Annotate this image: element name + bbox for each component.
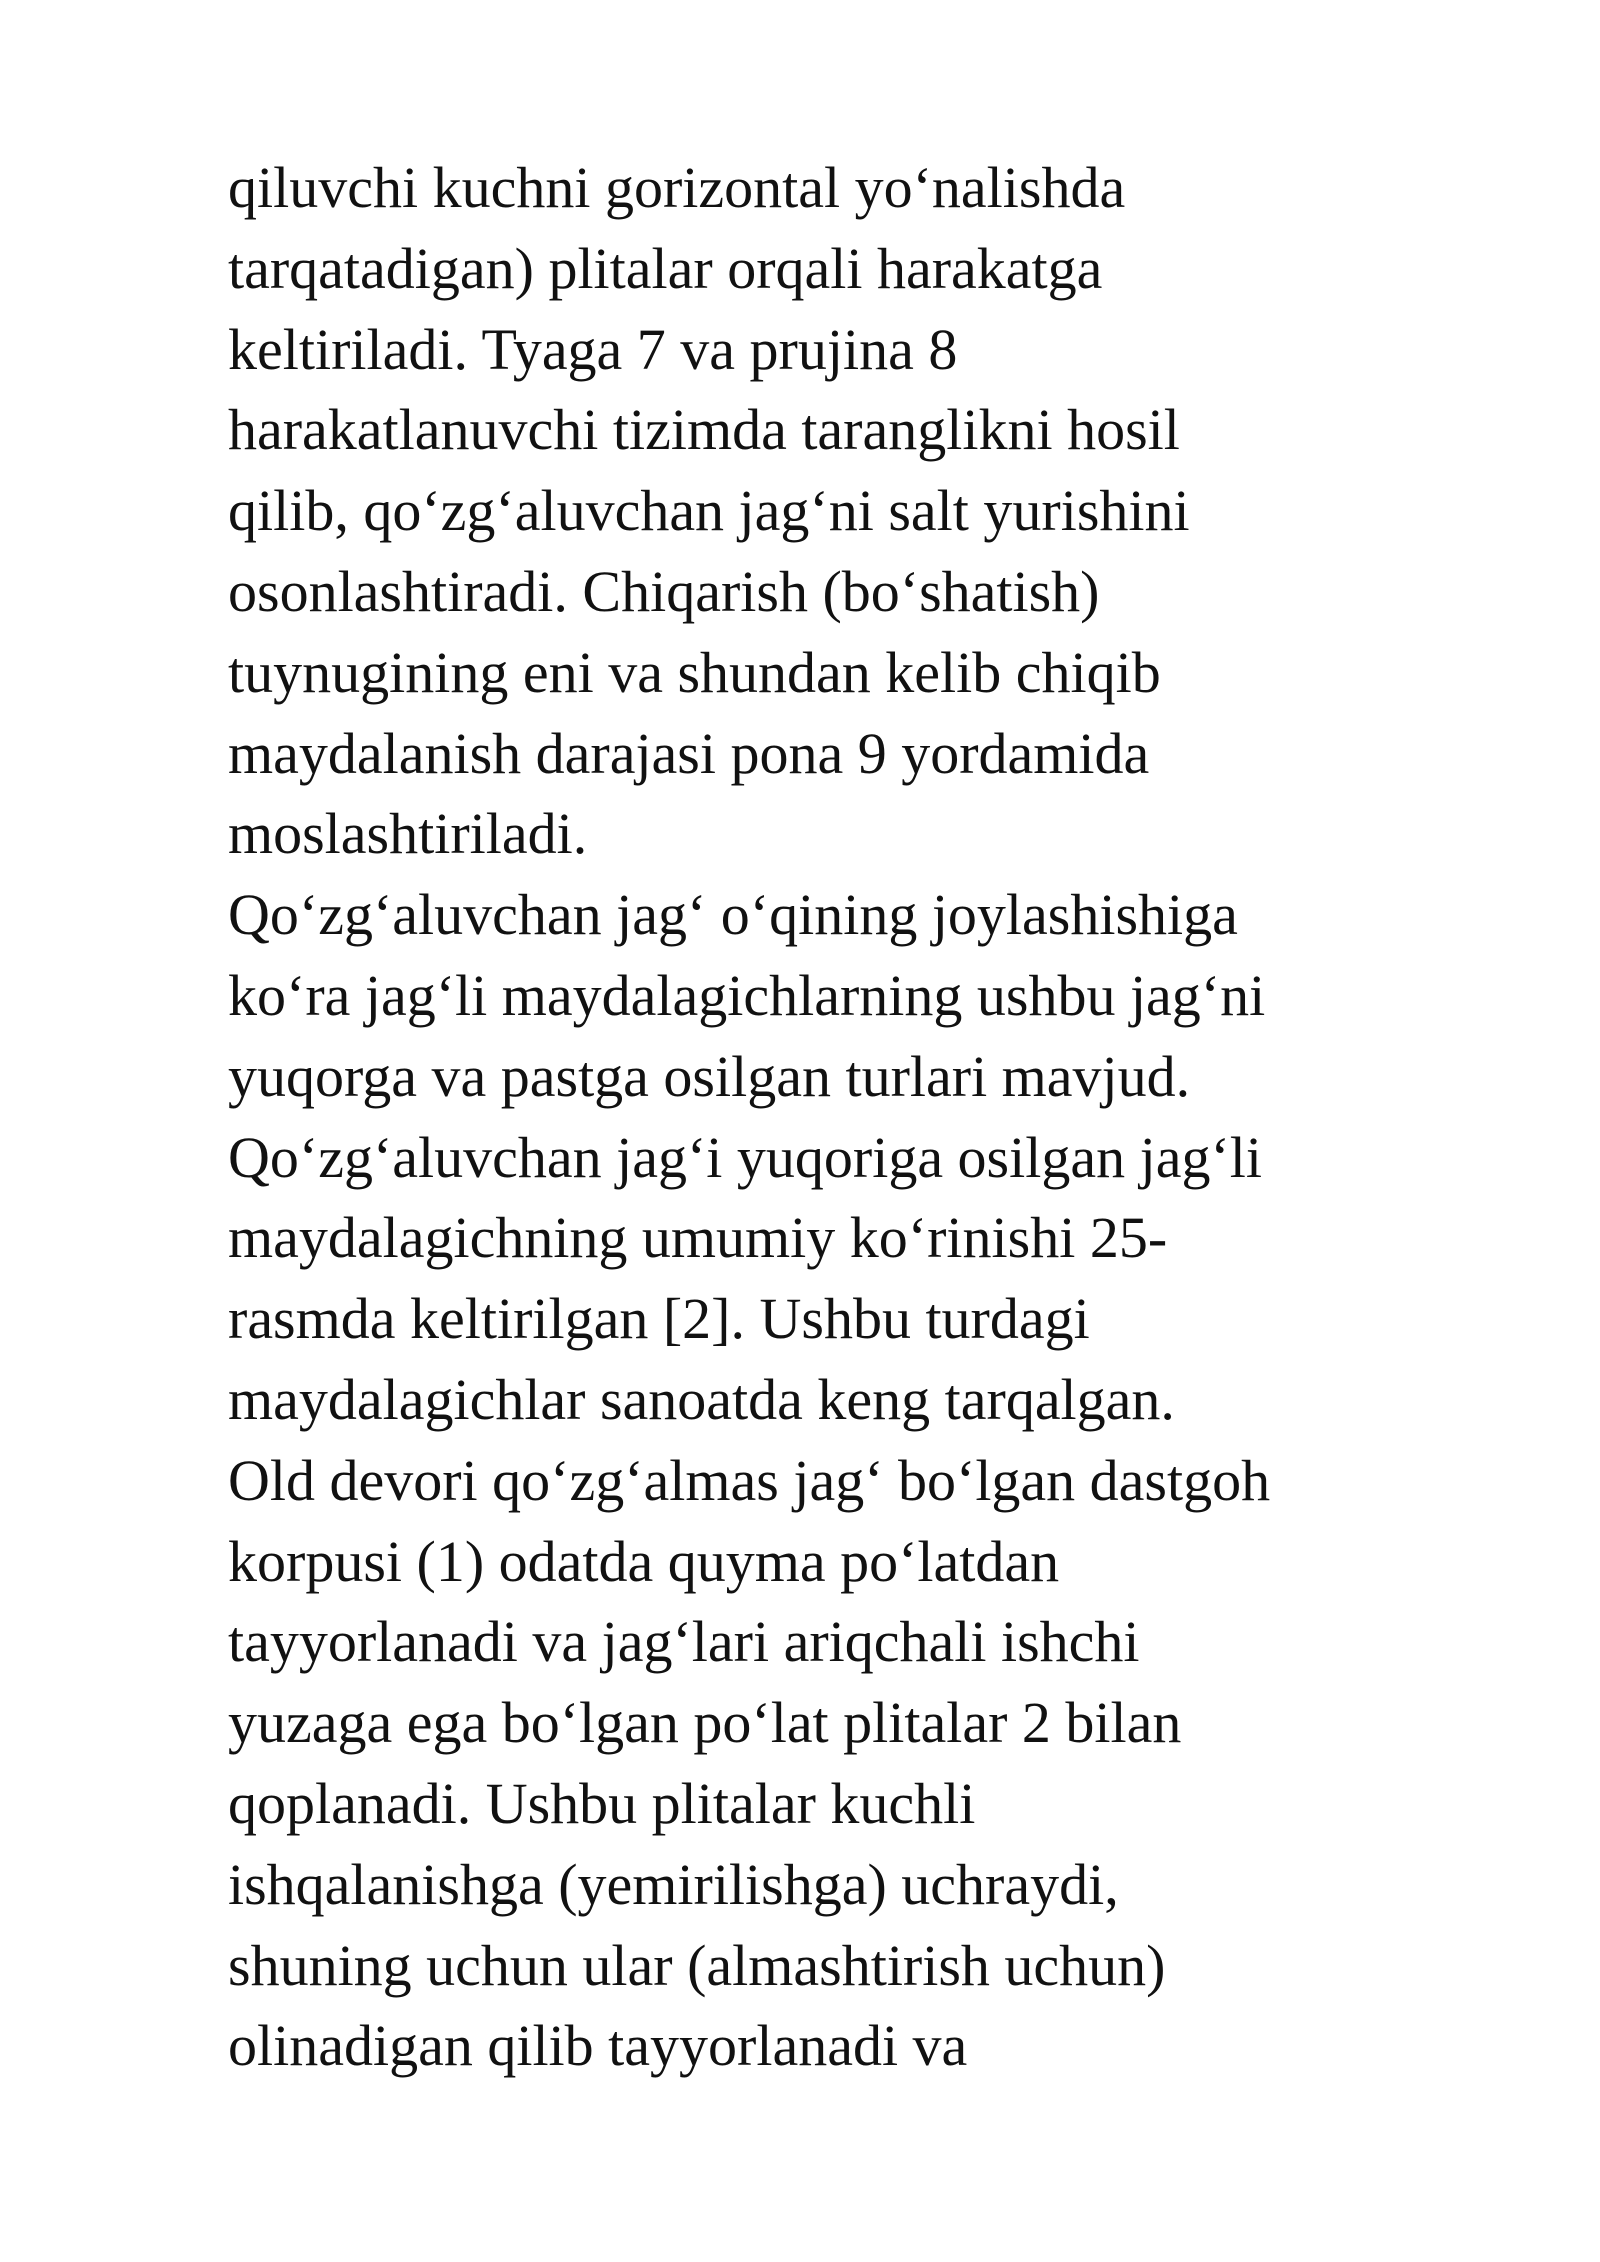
text-line: Qo‘zg‘aluvchan jag‘i yuqoriga osilgan jag‘li (228, 1124, 1263, 1190)
text-line: yuqorga va pastga osilgan turlari mavjud. (228, 1043, 1191, 1109)
text-line: tuynugining eni va shundan kelib chiqib (228, 639, 1161, 705)
text-line: shuning uchun ular (almashtirish uchun) (228, 1932, 1166, 1998)
text-line: keltiriladi. Tyaga 7 va prujina 8 (228, 316, 958, 382)
text-line: ko‘ra jag‘li maydalagichlarning ushbu jag‘ni (228, 962, 1266, 1028)
text-line: tayyorlanadi va jag‘lari ariqchali ishchi (228, 1609, 1140, 1675)
text-line: korpusi (1) odatda quyma po‘latdan (228, 1528, 1060, 1594)
text-line: yuzaga ega bo‘lgan po‘lat plitalar 2 bilan (228, 1690, 1182, 1756)
text-line: qilib, qo‘zg‘aluvchan jag‘ni salt yurishini (228, 478, 1190, 544)
text-line: Old devori qo‘zg‘almas jag‘ bo‘lgan dastgoh (228, 1447, 1271, 1513)
body-text (228, 148, 1568, 2087)
text-line: maydalagichlar sanoatda keng tarqalgan. (228, 1366, 1175, 1432)
text-line: osonlashtiradi. Chiqarish (bo‘shatish) (228, 558, 1100, 624)
text-line: olinadigan qilib tayyorlanadi va (228, 2013, 968, 2079)
text-line: moslashtiriladi. (228, 801, 588, 867)
text-line: qiluvchi kuchni gorizontal yo‘nalishda (228, 155, 1126, 220)
text-line: ishqalanishga (yemirilishga) uchraydi, (228, 1851, 1119, 1917)
text-line: maydalagichning umumiy ko‘rinishi 25- (228, 1205, 1168, 1271)
text-line: tarqatadigan) plitalar orqali harakatga (228, 235, 1103, 301)
text-line: rasmda keltirilgan [2]. Ushbu turdagi (228, 1286, 1090, 1352)
text-line: maydalanish darajasi pona 9 yordamida (228, 720, 1150, 786)
text-line: Qo‘zg‘aluvchan jag‘ o‘qining joylashishiga (228, 882, 1238, 948)
text-line: qoplanadi. Ushbu plitalar kuchli (228, 1770, 976, 1836)
text-line: harakatlanuvchi tizimda taranglikni hosil (228, 397, 1180, 463)
